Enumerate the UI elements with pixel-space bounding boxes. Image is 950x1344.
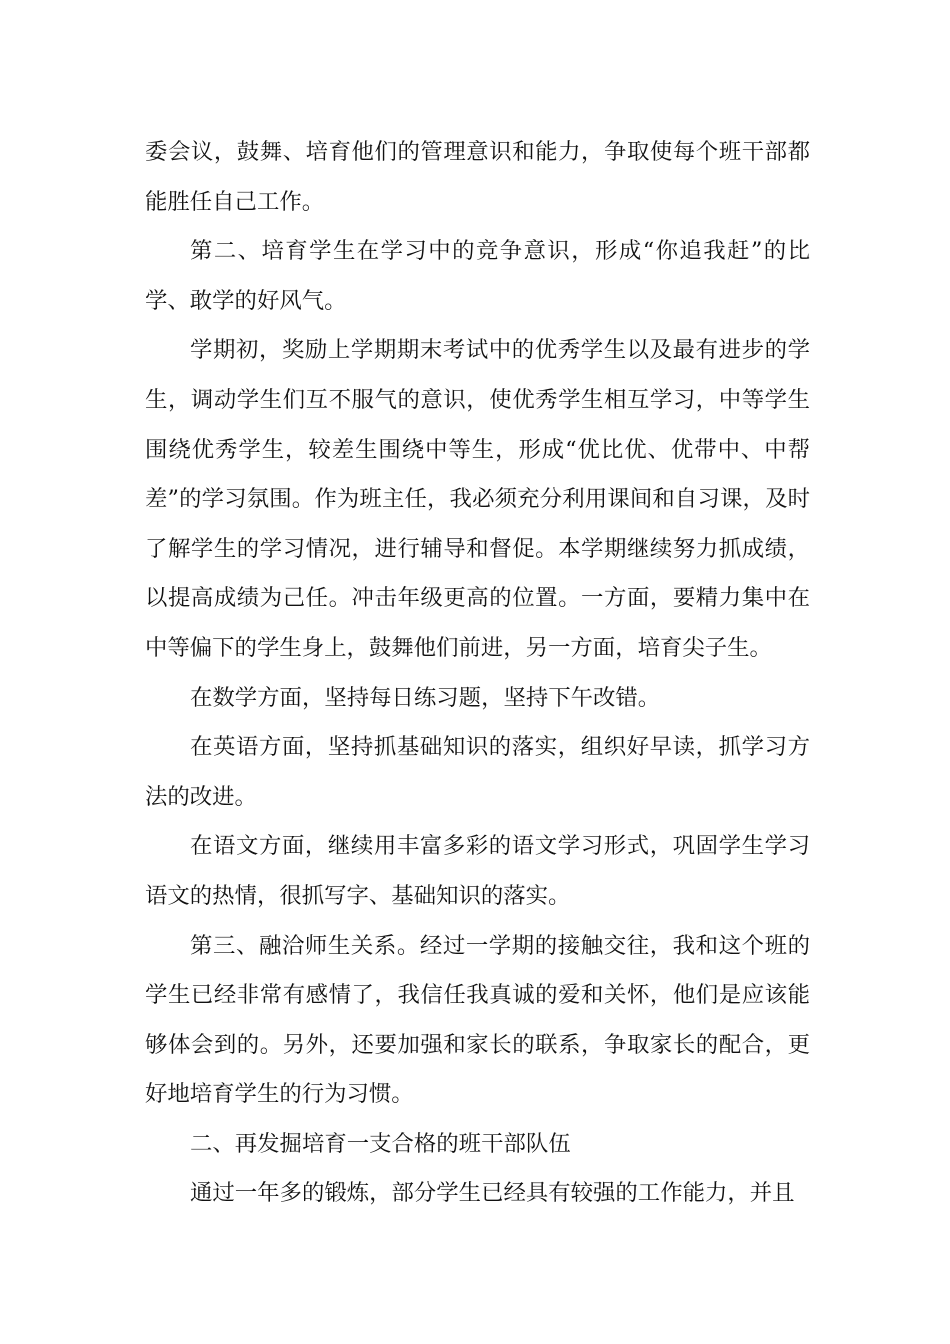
paragraph-3: 学期初，奖励上学期期末考试中的优秀学生以及最有进步的学生，调动学生们互不服气的意识，使优秀学生相互学习，中等学生围绕优秀学生，较差生围绕中等生，形成“优比优、优带中、中帮差”的学习氛围。作为班主任，我必须充分利用课间和自习课，及时了解学生的学习情况，进行辅导和督促。本学期继续努力抓成绩，以提高成绩为己任。冲击年级更高的位置。一方面，要精力集中在中等偏下的学生身上，鼓舞他们前进，另一方面，培育尖子生。 — [145, 337, 810, 661]
paragraph-4: 在数学方面，坚持每日练习题，坚持下午改错。 — [190, 684, 661, 711]
document-body — [145, 128, 810, 1219]
paragraph-7: 第三、融洽师生关系。经过一学期的接触交往，我和这个班的学生已经非常有感情了，我信任我真诚的爱和关怀，他们是应该能够体会到的。另外，还要加强和家长的联系，争取家长的配合，更好地培育学生的行为习惯。 — [145, 932, 810, 1108]
paragraph-8: 通过一年多的锻炼，部分学生已经具有较强的工作能力，并且 — [190, 1180, 795, 1207]
paragraph-2: 第二、培育学生在学习中的竞争意识，形成“你追我赶”的比学、敢学的好风气。 — [145, 238, 810, 314]
section-heading: 二、再发掘培育一支合格的班干部队伍 — [190, 1130, 571, 1157]
paragraph-6: 在语文方面，继续用丰富多彩的语文学习形式，巩固学生学习语文的热情，很抓写字、基础知识的落实。 — [145, 833, 810, 909]
paragraph-1: 委会议，鼓舞、培育他们的管理意识和能力，争取使每个班干部都能胜任自己工作。 — [145, 139, 810, 215]
paragraph-5: 在英语方面，坚持抓基础知识的落实，组织好早读，抓学习方法的改进。 — [145, 734, 810, 810]
